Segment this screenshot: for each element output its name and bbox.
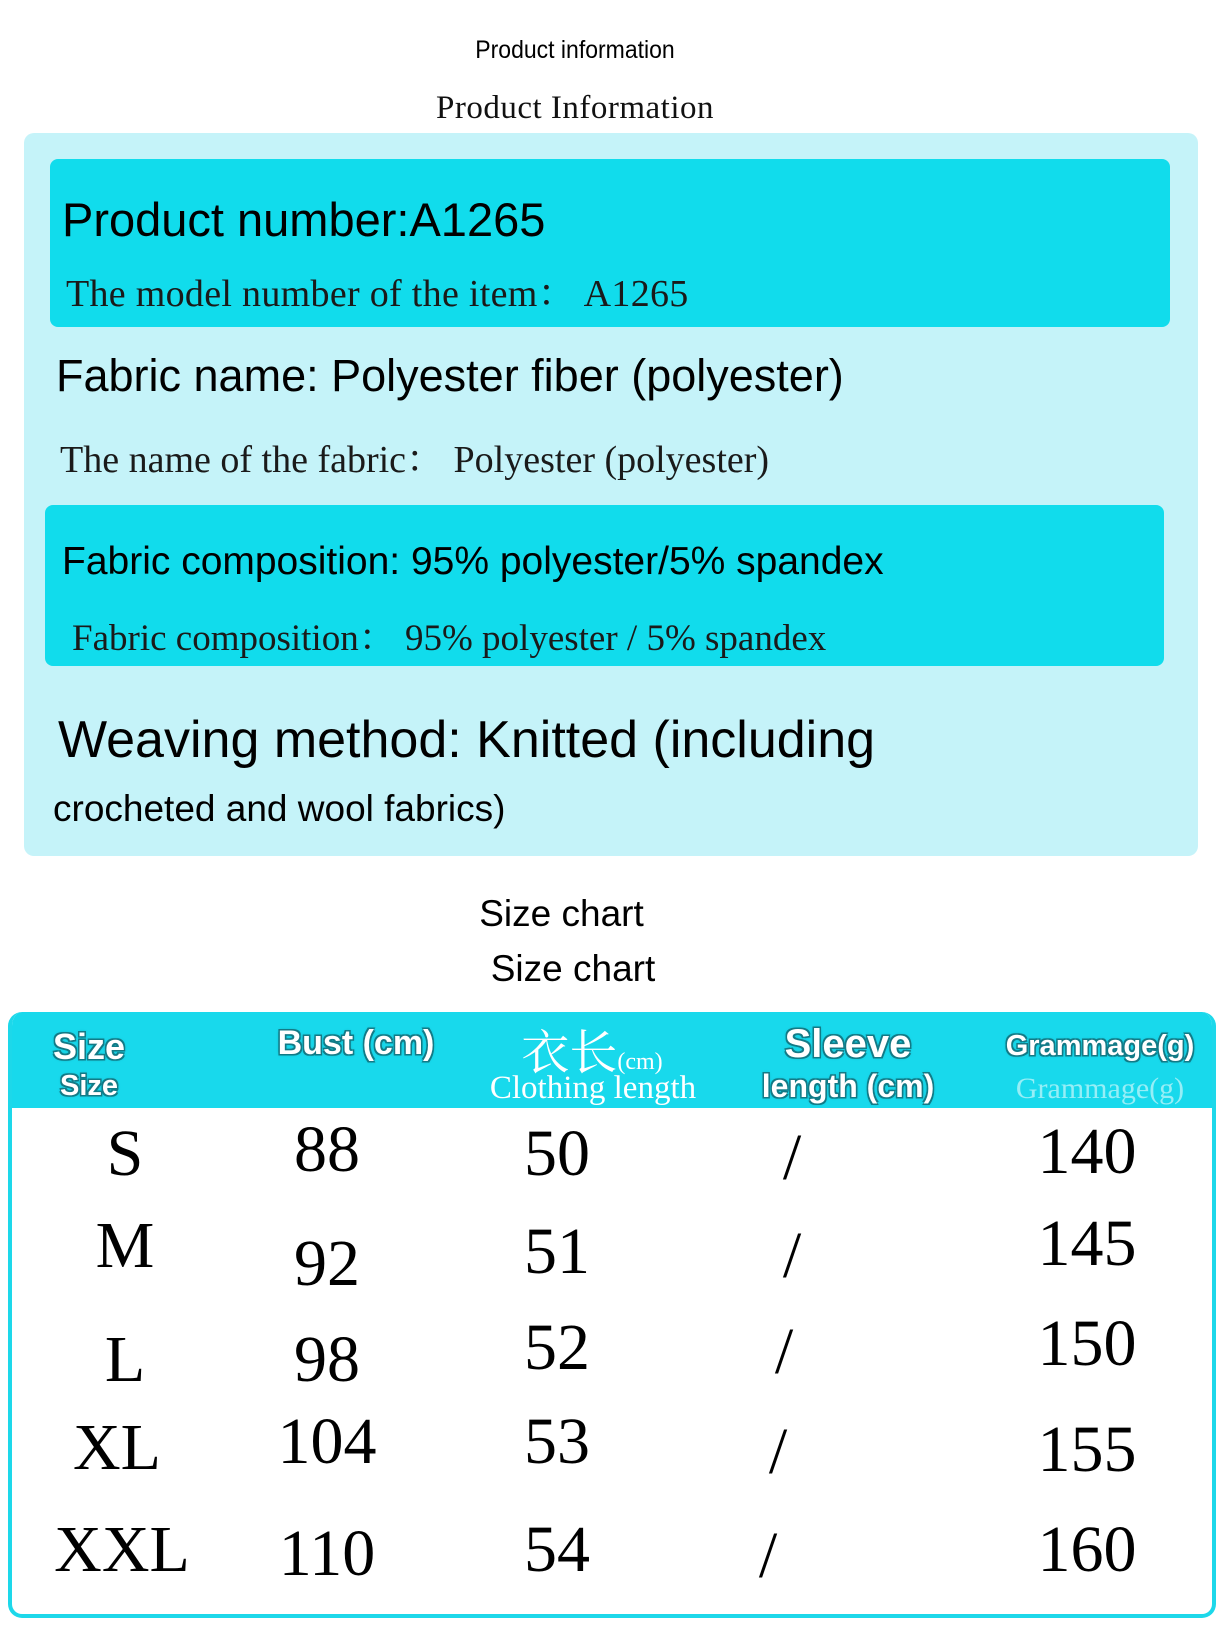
size-chart-subtitle: Size chart <box>490 948 656 989</box>
product-number-heading: Product number:A1265 <box>62 193 546 246</box>
cell-sleeve: / <box>768 1415 788 1488</box>
table-row <box>12 1207 1212 1314</box>
cell-bust: 98 <box>294 1323 360 1396</box>
cell-bust: 110 <box>278 1517 376 1590</box>
cell-size: L <box>104 1323 146 1396</box>
cell-length: 52 <box>524 1311 590 1384</box>
cell-sleeve: / <box>782 1219 802 1292</box>
cell-length: 50 <box>524 1117 590 1190</box>
cell-bust: 104 <box>277 1405 377 1478</box>
table-row <box>12 1512 1212 1612</box>
column-header-sleeve: Sleeve <box>784 1022 912 1066</box>
page-title: Product information <box>475 36 675 64</box>
cell-size: M <box>95 1209 155 1282</box>
column-header-size: Size <box>52 1026 126 1067</box>
table-row <box>12 1405 1212 1510</box>
column-header-bust: Bust (cm) <box>277 1024 435 1062</box>
column-header-grammage-sub: Grammage(g) <box>1015 1072 1185 1105</box>
column-header-grammage: Grammage(g) <box>1005 1030 1195 1062</box>
column-header-length-cjk: 衣长 <box>521 1027 618 1080</box>
column-header-length-sub: Clothing length <box>489 1070 697 1106</box>
fabric-composition-subtext: Fabric composition： 95% polyester / 5% spandex <box>72 618 827 659</box>
cell-grammage: 140 <box>1037 1115 1137 1188</box>
cell-grammage: 155 <box>1037 1413 1137 1486</box>
cell-grammage: 160 <box>1037 1513 1137 1586</box>
fabric-name-heading: Fabric name: Polyester fiber (polyester) <box>56 350 844 401</box>
cell-bust: 92 <box>294 1227 360 1300</box>
size-chart-table <box>8 1012 1216 1618</box>
fabric-name-subtext: The name of the fabric： Polyester (polyester) <box>60 439 770 481</box>
cell-size: XL <box>73 1411 161 1484</box>
size-chart-title: Size chart <box>479 893 644 934</box>
cell-grammage: 150 <box>1037 1307 1137 1380</box>
cell-length: 51 <box>524 1215 590 1288</box>
cell-bust: 88 <box>294 1113 360 1186</box>
table-row <box>12 1307 1212 1414</box>
column-header-length-unit: (cm) <box>617 1049 663 1075</box>
column-header-sleeve-sub: length (cm) <box>761 1068 935 1104</box>
cell-length: 53 <box>524 1405 590 1478</box>
weaving-method-heading: Weaving method: Knitted (including <box>58 711 876 769</box>
cell-sleeve: / <box>758 1519 778 1592</box>
table-row <box>12 1113 1212 1216</box>
product-number-subtext: The model number of the item： A1265 <box>66 273 689 315</box>
weaving-method-subtext: crocheted and wool fabrics) <box>53 788 506 829</box>
table-header <box>8 1012 1216 1108</box>
cell-size: XXL <box>54 1513 190 1586</box>
cell-sleeve: / <box>774 1315 794 1388</box>
cell-length: 54 <box>524 1513 590 1586</box>
cell-sleeve: / <box>782 1121 802 1194</box>
page-subtitle: Product Information <box>435 90 715 126</box>
column-header-size-sub: Size <box>59 1070 119 1102</box>
cell-grammage: 145 <box>1037 1207 1137 1280</box>
cell-size: S <box>106 1117 144 1190</box>
fabric-composition-heading: Fabric composition: 95% polyester/5% spandex <box>62 540 884 583</box>
